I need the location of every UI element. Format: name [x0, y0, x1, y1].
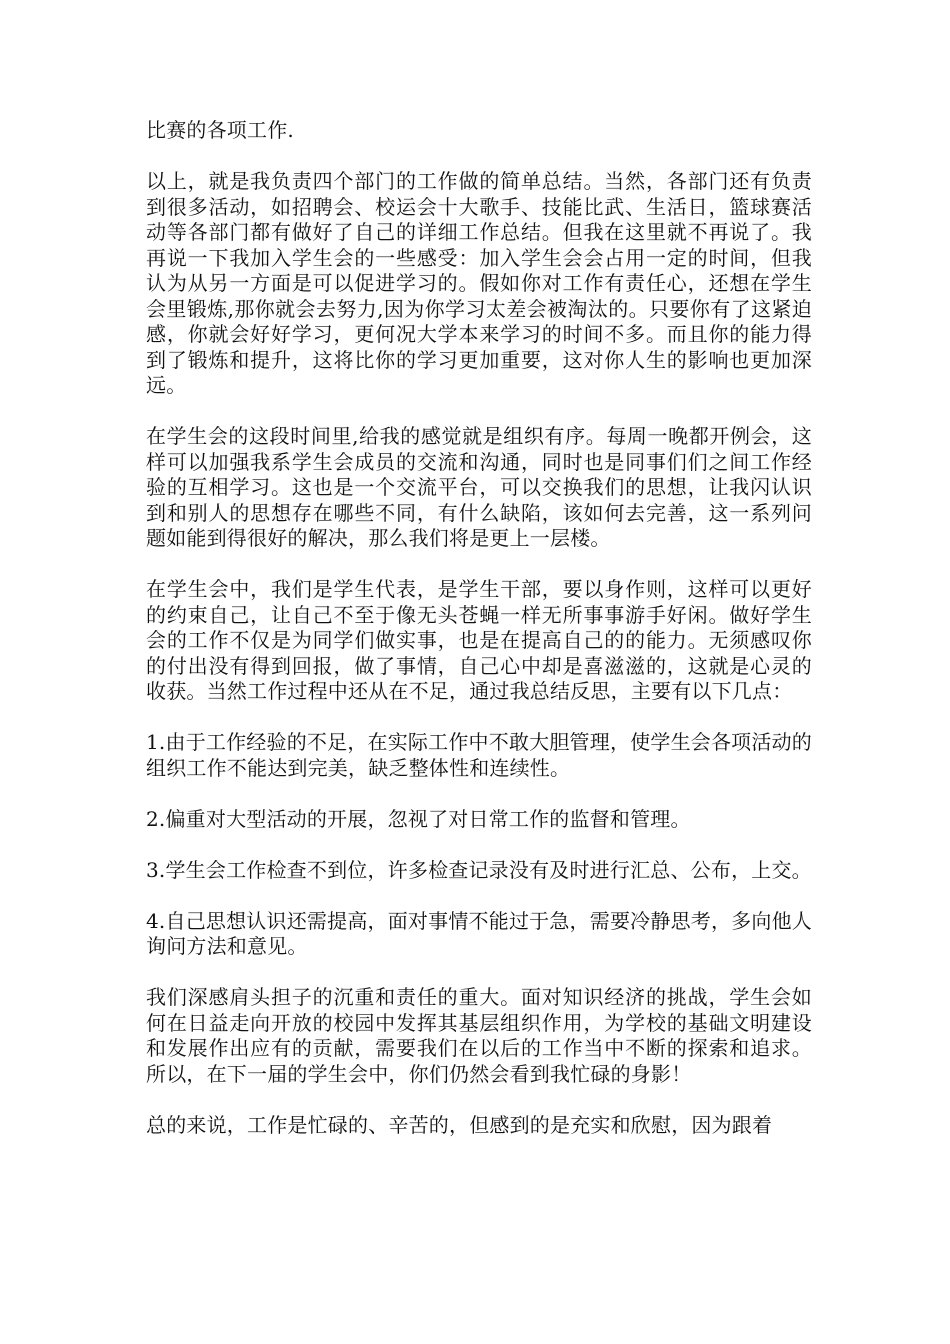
list-item-3: 3.学生会工作检查不到位，许多检查记录没有及时进行汇总、公布，上交。 — [146, 857, 812, 882]
list-item-2: 2.偏重对大型活动的开展，忽视了对日常工作的监督和管理。 — [146, 806, 691, 831]
paragraph-5: 我们深感肩头担子的沉重和责任的重大。面对知识经济的挑战，学生会如何在日益走向开放的校园中发挥其基层组织作用，为学校的基础文明建设和发展作出应有的贡献，需要我们在以后的工作当中不断的探索和追求。所以，在下一届的学生会中，你们仍然会看到我忙碌的身影！ — [146, 985, 812, 1086]
list-item-1: 1.由于工作经验的不足，在实际工作中不敢大胆管理，使学生会各项活动的组织工作不能达到完美，缺乏整体性和连续性。 — [146, 730, 812, 780]
paragraph-4: 在学生会中，我们是学生代表，是学生干部，要以身作则，这样可以更好的约束自己，让自己不至于像无头苍蝇一样无所事事游手好闲。做好学生会的工作不仅是为同学们做实事，也是在提高自己的的能力。无须感叹你的付出没有得到回报，做了事情，自己心中却是喜滋滋的，这就是心灵的收获。当然工作过程中还从在不足，通过我总结反思，主要有以下几点： — [146, 577, 812, 703]
paragraph-3: 在学生会的这段时间里,给我的感觉就是组织有序。每周一晚都开例会，这样可以加强我系学生会成员的交流和沟通，同时也是同事们们之间工作经验的互相学习。这也是一个交流平台，可以交换我们的思想，让我闪认识到和别人的思想存在哪些不同，有什么缺陷，该如何去完善，这一系列问题如能到得很好的解决，那么我们将是更上一层楼。 — [146, 424, 812, 550]
paragraph-6: 总的来说，工作是忙碌的、辛苦的，但感到的是充实和欣慰，因为跟着 — [146, 1112, 773, 1137]
paragraph-1: 比赛的各项工作. — [146, 118, 294, 142]
paragraph-2: 以上，就是我负责四个部门的工作做的简单总结。当然，各部门还有负责到很多活动，如招聘会、校运会十大歌手、技能比武、生活日，篮球赛活动等各部门都有做好了自己的详细工作总结。但我在这里就不再说了。我再说一下我加入学生会的一些感受：加入学生会会占用一定的时间，但我认为从另一方面是可以促进学习的。假如你对工作有责任心，还想在学生会里锻炼,那你就会去努力,因为你学习太差会被淘汰的。只要你有了这紧迫感，你就会好好学习，更何况大学本来学习的时间不多。而且你的能力得到了锻炼和提升，这将比你的学习更加重要，这对你人生的影响也更加深远。 — [146, 169, 812, 397]
document-page — [146, 118, 812, 1164]
list-item-4: 4.自己思想认识还需提高，面对事情不能过于急，需要冷静思考，多向他人询问方法和意见。 — [146, 908, 812, 958]
